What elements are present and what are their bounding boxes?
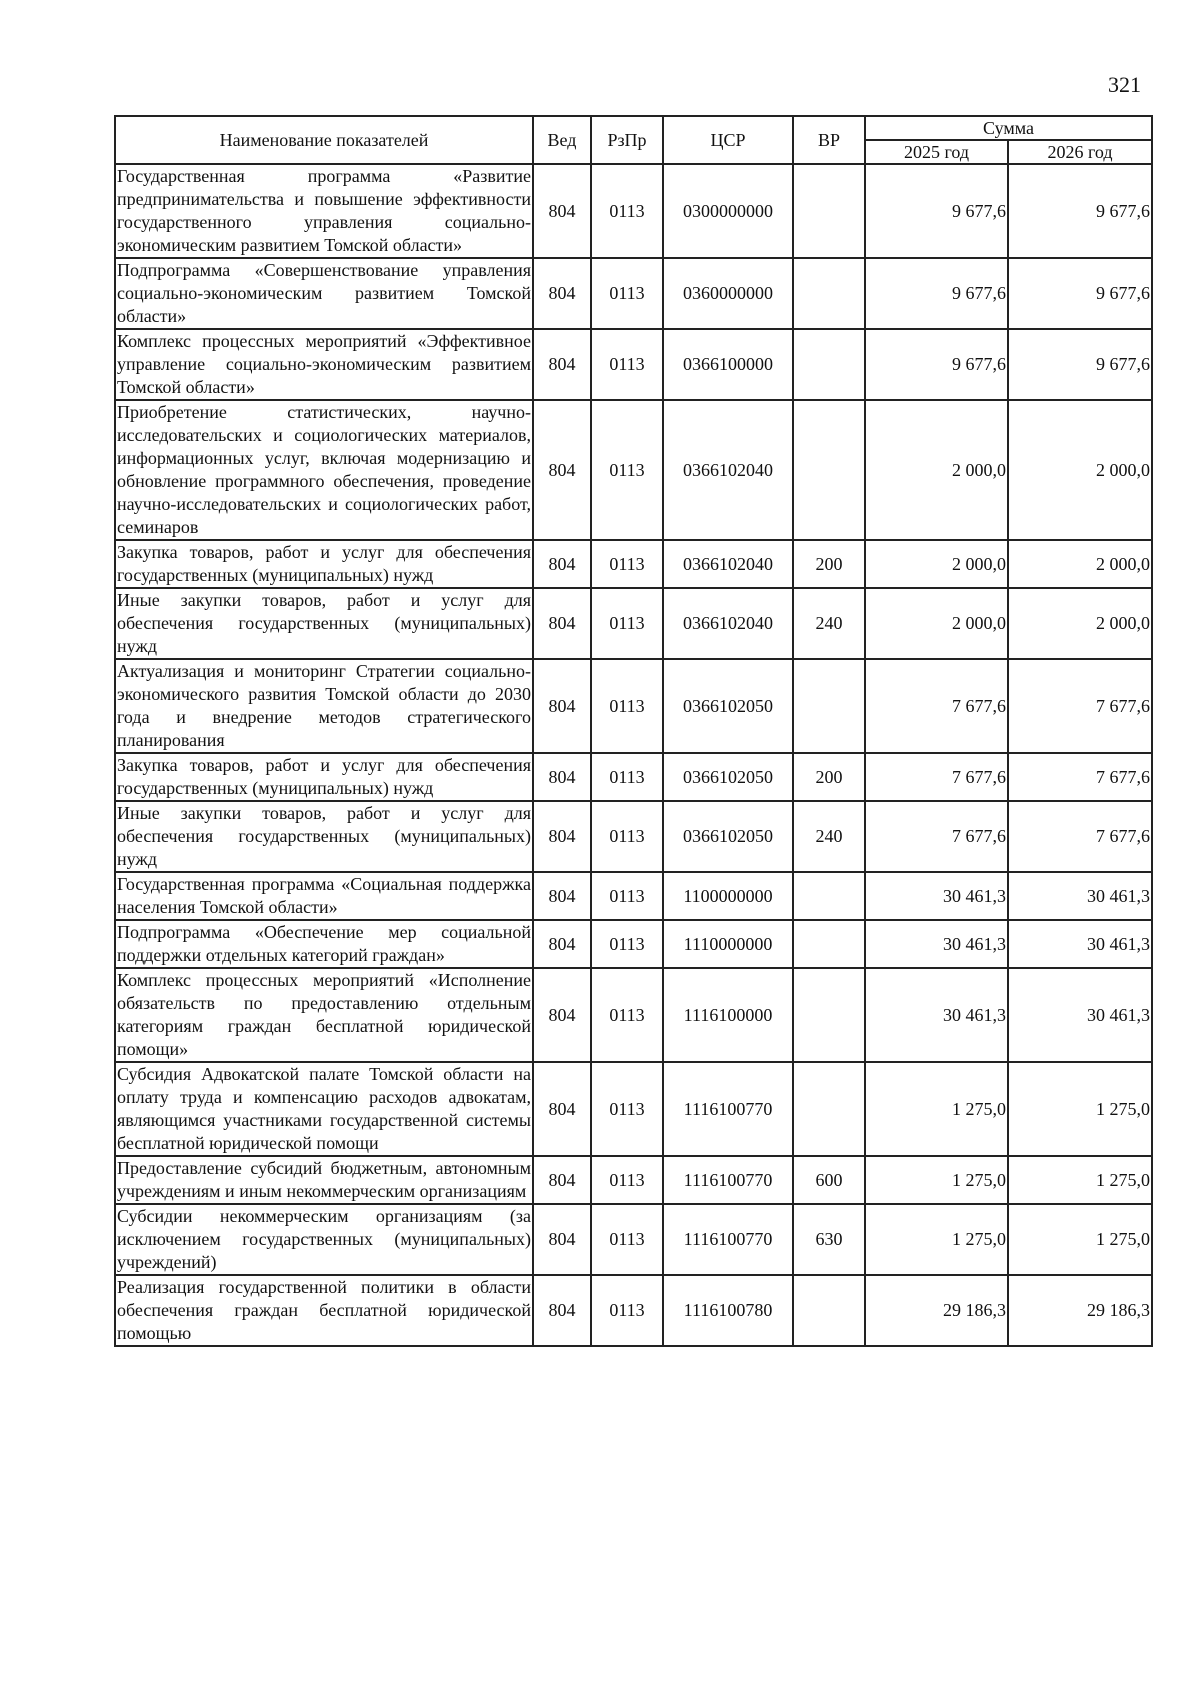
row-csr: 1116100780 bbox=[663, 1275, 793, 1346]
row-sum-2025: 2 000,0 bbox=[865, 540, 1008, 588]
row-rzpr: 0113 bbox=[591, 872, 663, 920]
row-vr bbox=[793, 968, 865, 1062]
page-number: 321 bbox=[1108, 72, 1141, 97]
row-rzpr: 0113 bbox=[591, 329, 663, 400]
row-ved: 804 bbox=[533, 968, 591, 1062]
row-rzpr: 0113 bbox=[591, 1275, 663, 1346]
row-sum-2025: 29 186,3 bbox=[865, 1275, 1008, 1346]
row-vr bbox=[793, 1062, 865, 1156]
row-sum-2025: 7 677,6 bbox=[865, 659, 1008, 753]
table-row bbox=[115, 968, 1152, 1062]
row-ved: 804 bbox=[533, 588, 591, 659]
row-sum-2025: 1 275,0 bbox=[865, 1204, 1008, 1275]
row-sum-2026: 30 461,3 bbox=[1008, 968, 1152, 1062]
row-ved: 804 bbox=[533, 920, 591, 968]
row-rzpr: 0113 bbox=[591, 164, 663, 258]
row-sum-2025: 7 677,6 bbox=[865, 801, 1008, 872]
row-sum-2025: 9 677,6 bbox=[865, 164, 1008, 258]
row-vr bbox=[793, 920, 865, 968]
row-ved: 804 bbox=[533, 1156, 591, 1204]
row-name: Приобретение статистических, научно-исследовательских и социологических материалов, информационных услуг, включая модернизацию и обновление программного обеспечения, проведение научно-исследовательских и социологических работ, семинаров bbox=[115, 400, 533, 540]
table-row bbox=[115, 329, 1152, 400]
row-ved: 804 bbox=[533, 753, 591, 801]
table-row bbox=[115, 400, 1152, 540]
row-sum-2026: 9 677,6 bbox=[1008, 164, 1152, 258]
row-name: Подпрограмма «Совершенствование управления социально-экономическим развитием Томской области» bbox=[115, 258, 533, 329]
row-ved: 804 bbox=[533, 1275, 591, 1346]
row-name: Комплекс процессных мероприятий «Эффективное управление социально-экономическим развитием Томской области» bbox=[115, 329, 533, 400]
row-csr: 0366102050 bbox=[663, 659, 793, 753]
row-name: Предоставление субсидий бюджетным, автономным учреждениям и иным некоммерческим организациям bbox=[115, 1156, 533, 1204]
row-ved: 804 bbox=[533, 801, 591, 872]
row-sum-2026: 7 677,6 bbox=[1008, 801, 1152, 872]
header-sum: Сумма bbox=[865, 116, 1152, 140]
row-name: Субсидия Адвокатской палате Томской области на оплату труда и компенсацию расходов адвокатам, являющимся участниками государственной системы бесплатной юридической помощи bbox=[115, 1062, 533, 1156]
row-sum-2026: 9 677,6 bbox=[1008, 258, 1152, 329]
header-2026: 2026 год bbox=[1008, 140, 1152, 164]
budget-table bbox=[114, 115, 1153, 1347]
row-rzpr: 0113 bbox=[591, 1062, 663, 1156]
row-rzpr: 0113 bbox=[591, 801, 663, 872]
row-sum-2025: 9 677,6 bbox=[865, 329, 1008, 400]
row-rzpr: 0113 bbox=[591, 920, 663, 968]
row-ved: 804 bbox=[533, 400, 591, 540]
row-sum-2025: 30 461,3 bbox=[865, 920, 1008, 968]
table-row bbox=[115, 753, 1152, 801]
row-sum-2026: 7 677,6 bbox=[1008, 753, 1152, 801]
row-sum-2026: 2 000,0 bbox=[1008, 400, 1152, 540]
row-vr: 200 bbox=[793, 540, 865, 588]
table-row bbox=[115, 258, 1152, 329]
row-vr: 200 bbox=[793, 753, 865, 801]
row-name: Субсидии некоммерческим организациям (за исключением государственных (муниципальных) учреждений) bbox=[115, 1204, 533, 1275]
row-rzpr: 0113 bbox=[591, 659, 663, 753]
row-sum-2026: 2 000,0 bbox=[1008, 540, 1152, 588]
row-sum-2026: 7 677,6 bbox=[1008, 659, 1152, 753]
row-csr: 1110000000 bbox=[663, 920, 793, 968]
row-rzpr: 0113 bbox=[591, 1156, 663, 1204]
row-ved: 804 bbox=[533, 872, 591, 920]
table-row bbox=[115, 801, 1152, 872]
row-sum-2025: 30 461,3 bbox=[865, 968, 1008, 1062]
row-sum-2026: 1 275,0 bbox=[1008, 1062, 1152, 1156]
row-csr: 1116100770 bbox=[663, 1062, 793, 1156]
row-sum-2026: 1 275,0 bbox=[1008, 1156, 1152, 1204]
header-row bbox=[115, 116, 1152, 140]
row-vr bbox=[793, 872, 865, 920]
row-vr bbox=[793, 400, 865, 540]
row-csr: 1100000000 bbox=[663, 872, 793, 920]
row-vr bbox=[793, 164, 865, 258]
row-ved: 804 bbox=[533, 1062, 591, 1156]
row-csr: 1116100000 bbox=[663, 968, 793, 1062]
row-vr: 240 bbox=[793, 801, 865, 872]
row-sum-2025: 30 461,3 bbox=[865, 872, 1008, 920]
row-name: Реализация государственной политики в области обеспечения граждан бесплатной юридической помощью bbox=[115, 1275, 533, 1346]
row-name: Актуализация и мониторинг Стратегии социально-экономического развития Томской области до 2030 года и внедрение методов стратегического планирования bbox=[115, 659, 533, 753]
row-csr: 1116100770 bbox=[663, 1156, 793, 1204]
row-vr bbox=[793, 659, 865, 753]
row-vr bbox=[793, 258, 865, 329]
row-csr: 0366102050 bbox=[663, 801, 793, 872]
row-vr bbox=[793, 329, 865, 400]
row-csr: 0366102040 bbox=[663, 588, 793, 659]
row-name: Комплекс процессных мероприятий «Исполнение обязательств по предоставлению отдельным категориям граждан бесплатной юридической помощи» bbox=[115, 968, 533, 1062]
row-vr: 630 bbox=[793, 1204, 865, 1275]
row-sum-2025: 1 275,0 bbox=[865, 1156, 1008, 1204]
table-row bbox=[115, 588, 1152, 659]
row-sum-2025: 2 000,0 bbox=[865, 400, 1008, 540]
row-sum-2026: 30 461,3 bbox=[1008, 872, 1152, 920]
row-rzpr: 0113 bbox=[591, 1204, 663, 1275]
row-csr: 0300000000 bbox=[663, 164, 793, 258]
row-sum-2025: 2 000,0 bbox=[865, 588, 1008, 659]
row-ved: 804 bbox=[533, 1204, 591, 1275]
row-sum-2025: 1 275,0 bbox=[865, 1062, 1008, 1156]
row-sum-2026: 30 461,3 bbox=[1008, 920, 1152, 968]
row-csr: 0366100000 bbox=[663, 329, 793, 400]
row-name: Государственная программа «Социальная поддержка населения Томской области» bbox=[115, 872, 533, 920]
row-name: Закупка товаров, работ и услуг для обеспечения государственных (муниципальных) нужд bbox=[115, 753, 533, 801]
table-row bbox=[115, 872, 1152, 920]
row-sum-2026: 2 000,0 bbox=[1008, 588, 1152, 659]
table-row bbox=[115, 1062, 1152, 1156]
row-csr: 0366102040 bbox=[663, 540, 793, 588]
row-rzpr: 0113 bbox=[591, 400, 663, 540]
row-ved: 804 bbox=[533, 540, 591, 588]
header-csr: ЦСР bbox=[663, 116, 793, 164]
row-ved: 804 bbox=[533, 258, 591, 329]
row-csr: 1116100770 bbox=[663, 1204, 793, 1275]
row-sum-2025: 9 677,6 bbox=[865, 258, 1008, 329]
header-2025: 2025 год bbox=[865, 140, 1008, 164]
row-name: Подпрограмма «Обеспечение мер социальной поддержки отдельных категорий граждан» bbox=[115, 920, 533, 968]
table-row bbox=[115, 540, 1152, 588]
header-rzpr: РзПр bbox=[591, 116, 663, 164]
header-vr: ВР bbox=[793, 116, 865, 164]
row-name: Иные закупки товаров, работ и услуг для обеспечения государственных (муниципальных) нужд bbox=[115, 801, 533, 872]
row-rzpr: 0113 bbox=[591, 540, 663, 588]
row-rzpr: 0113 bbox=[591, 968, 663, 1062]
table-row bbox=[115, 1275, 1152, 1346]
row-csr: 0366102050 bbox=[663, 753, 793, 801]
table-row bbox=[115, 164, 1152, 258]
row-sum-2025: 7 677,6 bbox=[865, 753, 1008, 801]
row-csr: 0366102040 bbox=[663, 400, 793, 540]
row-vr bbox=[793, 1275, 865, 1346]
row-sum-2026: 9 677,6 bbox=[1008, 329, 1152, 400]
row-ved: 804 bbox=[533, 164, 591, 258]
row-rzpr: 0113 bbox=[591, 588, 663, 659]
table-row bbox=[115, 1156, 1152, 1204]
row-name: Иные закупки товаров, работ и услуг для обеспечения государственных (муниципальных) нужд bbox=[115, 588, 533, 659]
row-vr: 600 bbox=[793, 1156, 865, 1204]
row-name: Государственная программа «Развитие предпринимательства и повышение эффективности государственного управления социально-экономическим развитием Томской области» bbox=[115, 164, 533, 258]
row-rzpr: 0113 bbox=[591, 258, 663, 329]
row-ved: 804 bbox=[533, 659, 591, 753]
header-ved: Вед bbox=[533, 116, 591, 164]
row-csr: 0360000000 bbox=[663, 258, 793, 329]
row-ved: 804 bbox=[533, 329, 591, 400]
row-rzpr: 0113 bbox=[591, 753, 663, 801]
header-name: Наименование показателей bbox=[115, 116, 533, 164]
row-vr: 240 bbox=[793, 588, 865, 659]
table-row bbox=[115, 920, 1152, 968]
row-sum-2026: 1 275,0 bbox=[1008, 1204, 1152, 1275]
table-row bbox=[115, 659, 1152, 753]
table-row bbox=[115, 1204, 1152, 1275]
row-name: Закупка товаров, работ и услуг для обеспечения государственных (муниципальных) нужд bbox=[115, 540, 533, 588]
row-sum-2026: 29 186,3 bbox=[1008, 1275, 1152, 1346]
